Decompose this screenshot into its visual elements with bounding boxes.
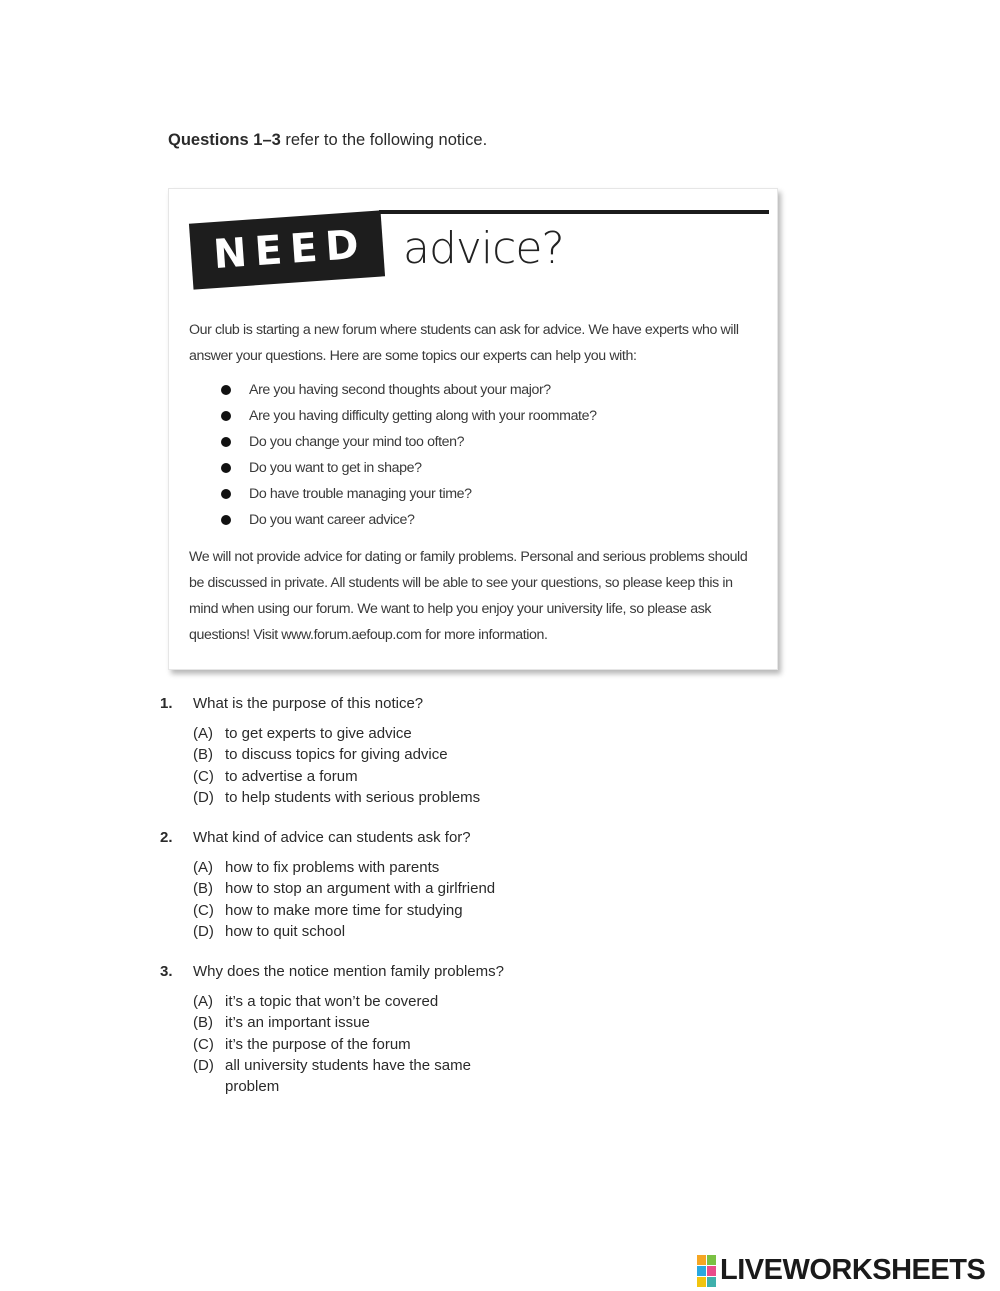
topic-text: Are you having difficulty getting along with your roommate?	[249, 408, 597, 424]
option-letter: (A)	[193, 993, 213, 1010]
option-letter: (C)	[193, 767, 214, 785]
liveworksheets-logo[interactable]	[697, 1254, 985, 1287]
option-text: how to quit school	[225, 922, 346, 940]
topic-list	[221, 377, 597, 533]
option-text: how to stop an argument with a girlfriend	[225, 880, 496, 898]
question-number: 3.	[160, 963, 173, 980]
answer-option-a[interactable]	[193, 857, 495, 878]
bullet-icon	[221, 411, 231, 421]
option-letter: (D)	[193, 922, 214, 940]
option-letter: (D)	[193, 788, 214, 806]
advice-heading: advice?	[403, 223, 564, 274]
option-text: to help students with serious problems	[225, 788, 481, 806]
option-letter: (A)	[193, 725, 213, 742]
bullet-icon	[221, 463, 231, 473]
answer-option-c[interactable]	[193, 900, 495, 921]
option-text: it’s a topic that won’t be covered	[225, 993, 439, 1010]
topic-item	[221, 507, 597, 533]
option-letter: (D)	[193, 1056, 214, 1074]
need-label-box	[189, 210, 385, 289]
option-letter: (B)	[193, 1014, 213, 1032]
liveworksheets-logo-icon	[697, 1255, 716, 1287]
topic-item	[221, 403, 597, 429]
notice-paragraph-2: We will not provide advice for dating or family problems. Personal and serious problems should be discussed in private. All students will be able to see your questions, so please keep this in mind when using our forum. We want to help you enjoy your university life, so please ask questions! Visit www.forum.aefoup.com for more information.	[189, 549, 748, 643]
bullet-icon	[221, 515, 231, 525]
answer-option-b[interactable]	[193, 744, 480, 765]
option-text: to discuss topics for giving advice	[225, 746, 448, 764]
answer-option-a[interactable]	[193, 723, 480, 744]
answer-options	[193, 857, 495, 942]
topic-item	[221, 429, 597, 455]
logo-tile	[707, 1255, 716, 1265]
intro-text: refer to the following notice.	[280, 131, 488, 149]
liveworksheets-wordmark: LIVEWORKSHEETS	[720, 1254, 986, 1286]
notice-header-rule	[379, 210, 769, 214]
option-text: all university students have the same problem	[225, 1056, 471, 1096]
topic-item	[221, 455, 597, 481]
questions-intro	[168, 131, 487, 150]
option-letter: (C)	[193, 901, 214, 919]
question-number: 2.	[160, 829, 173, 846]
answer-option-b[interactable]	[193, 878, 495, 899]
logo-tile	[697, 1277, 706, 1287]
answer-option-d[interactable]	[193, 921, 495, 942]
topic-text: Do you want career advice?	[249, 512, 415, 528]
answer-option-a[interactable]	[193, 991, 495, 1012]
question-text: What is the purpose of this notice?	[193, 695, 424, 712]
option-letter: (B)	[193, 746, 213, 764]
answer-option-c[interactable]	[193, 1034, 495, 1055]
answer-options	[193, 723, 480, 808]
answer-option-d[interactable]	[193, 787, 480, 808]
bullet-icon	[221, 489, 231, 499]
topic-text: Do you want to get in shape?	[249, 460, 422, 476]
logo-tile	[697, 1266, 706, 1276]
notice-paragraph-1: Our club is starting a new forum where students can ask for advice. We have experts who will answer your questions. Here are some topics our experts can help you with:	[189, 322, 739, 364]
logo-tile	[697, 1255, 706, 1265]
option-letter: (A)	[193, 859, 213, 876]
answer-options	[193, 991, 495, 1097]
logo-tile	[707, 1277, 716, 1287]
bullet-icon	[221, 437, 231, 447]
logo-tile	[707, 1266, 716, 1276]
question-text: Why does the notice mention family problems?	[193, 963, 504, 980]
option-text: to advertise a forum	[225, 767, 358, 785]
option-text: how to make more time for studying	[225, 901, 463, 919]
need-label: NEED	[211, 221, 369, 279]
option-text: how to fix problems with parents	[225, 859, 440, 876]
topic-item	[221, 377, 597, 403]
notice-card	[168, 188, 778, 670]
bullet-icon	[221, 385, 231, 395]
questions-range: Questions 1–3	[168, 131, 281, 149]
question-text: What kind of advice can students ask for?	[193, 829, 471, 846]
option-text: it’s the purpose of the forum	[225, 1035, 411, 1053]
option-text: it’s an important issue	[225, 1014, 370, 1032]
question-number: 1.	[160, 695, 173, 712]
answer-option-c[interactable]	[193, 766, 480, 787]
topic-item	[221, 481, 597, 507]
option-letter: (C)	[193, 1035, 214, 1053]
answer-option-d[interactable]	[193, 1055, 495, 1098]
topic-text: Do you change your mind too often?	[249, 434, 465, 450]
option-text: to get experts to give advice	[225, 725, 412, 742]
answer-option-b[interactable]	[193, 1012, 495, 1033]
topic-text: Are you having second thoughts about your major?	[249, 382, 551, 398]
topic-text: Do have trouble managing your time?	[249, 486, 472, 502]
option-letter: (B)	[193, 880, 213, 898]
